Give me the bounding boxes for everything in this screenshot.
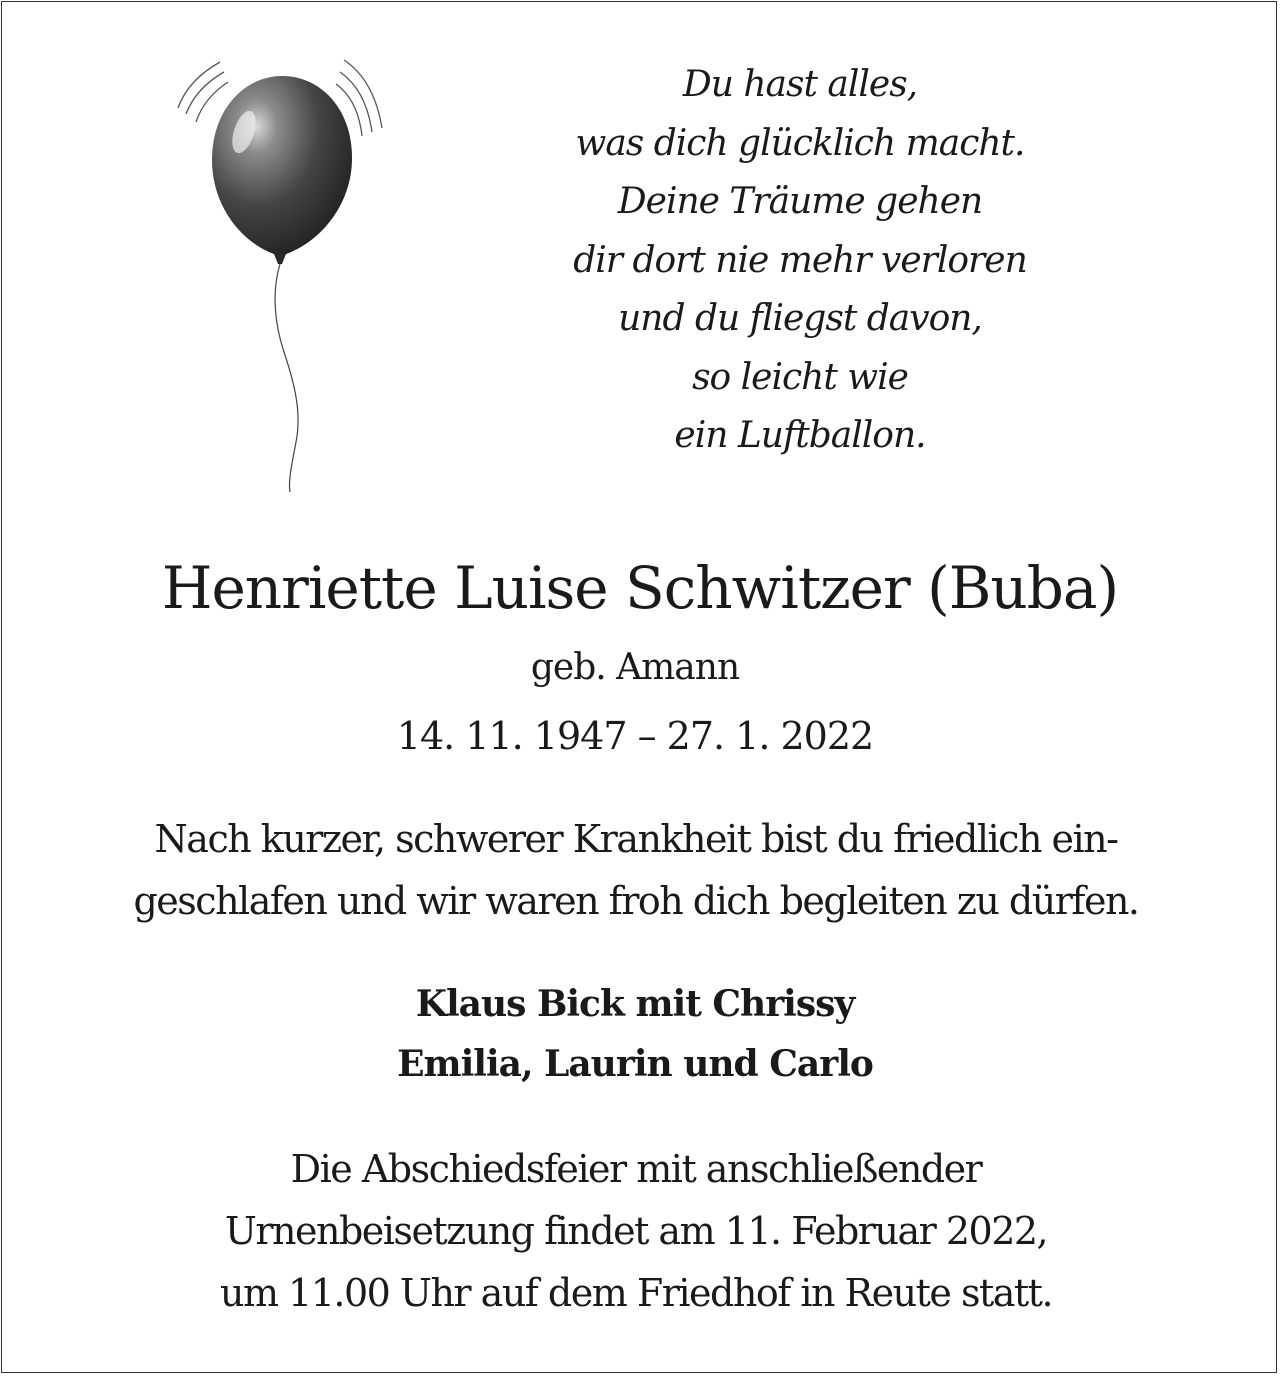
message-line: Nach kurzer, schwerer Krankheit bist du friedlich ein- (154, 817, 1118, 861)
mourner-line: Emilia, Laurin und Carlo (397, 1043, 873, 1085)
life-dates: 14. 11. 1947 – 27. 1. 2022 (396, 714, 874, 758)
poem-line: und du fliegst davon, (618, 298, 982, 339)
mourners (0, 974, 1270, 1094)
poem (480, 56, 1120, 466)
ceremony-line: um 11.00 Uhr auf dem Friedhof in Reute statt. (219, 1271, 1053, 1315)
poem-line: ein Luftballon. (674, 415, 926, 456)
poem-line: Deine Träume gehen (617, 181, 983, 222)
poem-line: was dich glücklich macht. (575, 122, 1025, 164)
ceremony-line: Urnenbeisetzung findet am 11. Februar 2022, (224, 1209, 1048, 1253)
message-line: geschlafen und wir waren froh dich begleiten zu dürfen. (133, 879, 1139, 923)
mourner-line: Klaus Bick mit Chrissy (415, 983, 855, 1025)
ceremony-info (0, 1138, 1272, 1324)
ceremony-line: Die Abschiedsfeier mit anschließender (290, 1147, 982, 1191)
deceased-name: Henriette Luise Schwitzer (Buba) (161, 554, 1119, 622)
balloon-icon (160, 40, 400, 500)
birth-name: geb. Amann (530, 647, 740, 688)
farewell-message (0, 808, 1272, 932)
poem-line: dir dort nie mehr verloren (573, 239, 1027, 281)
poem-line: Du hast alles, (682, 64, 918, 105)
poem-line: so leicht wie (692, 356, 908, 398)
